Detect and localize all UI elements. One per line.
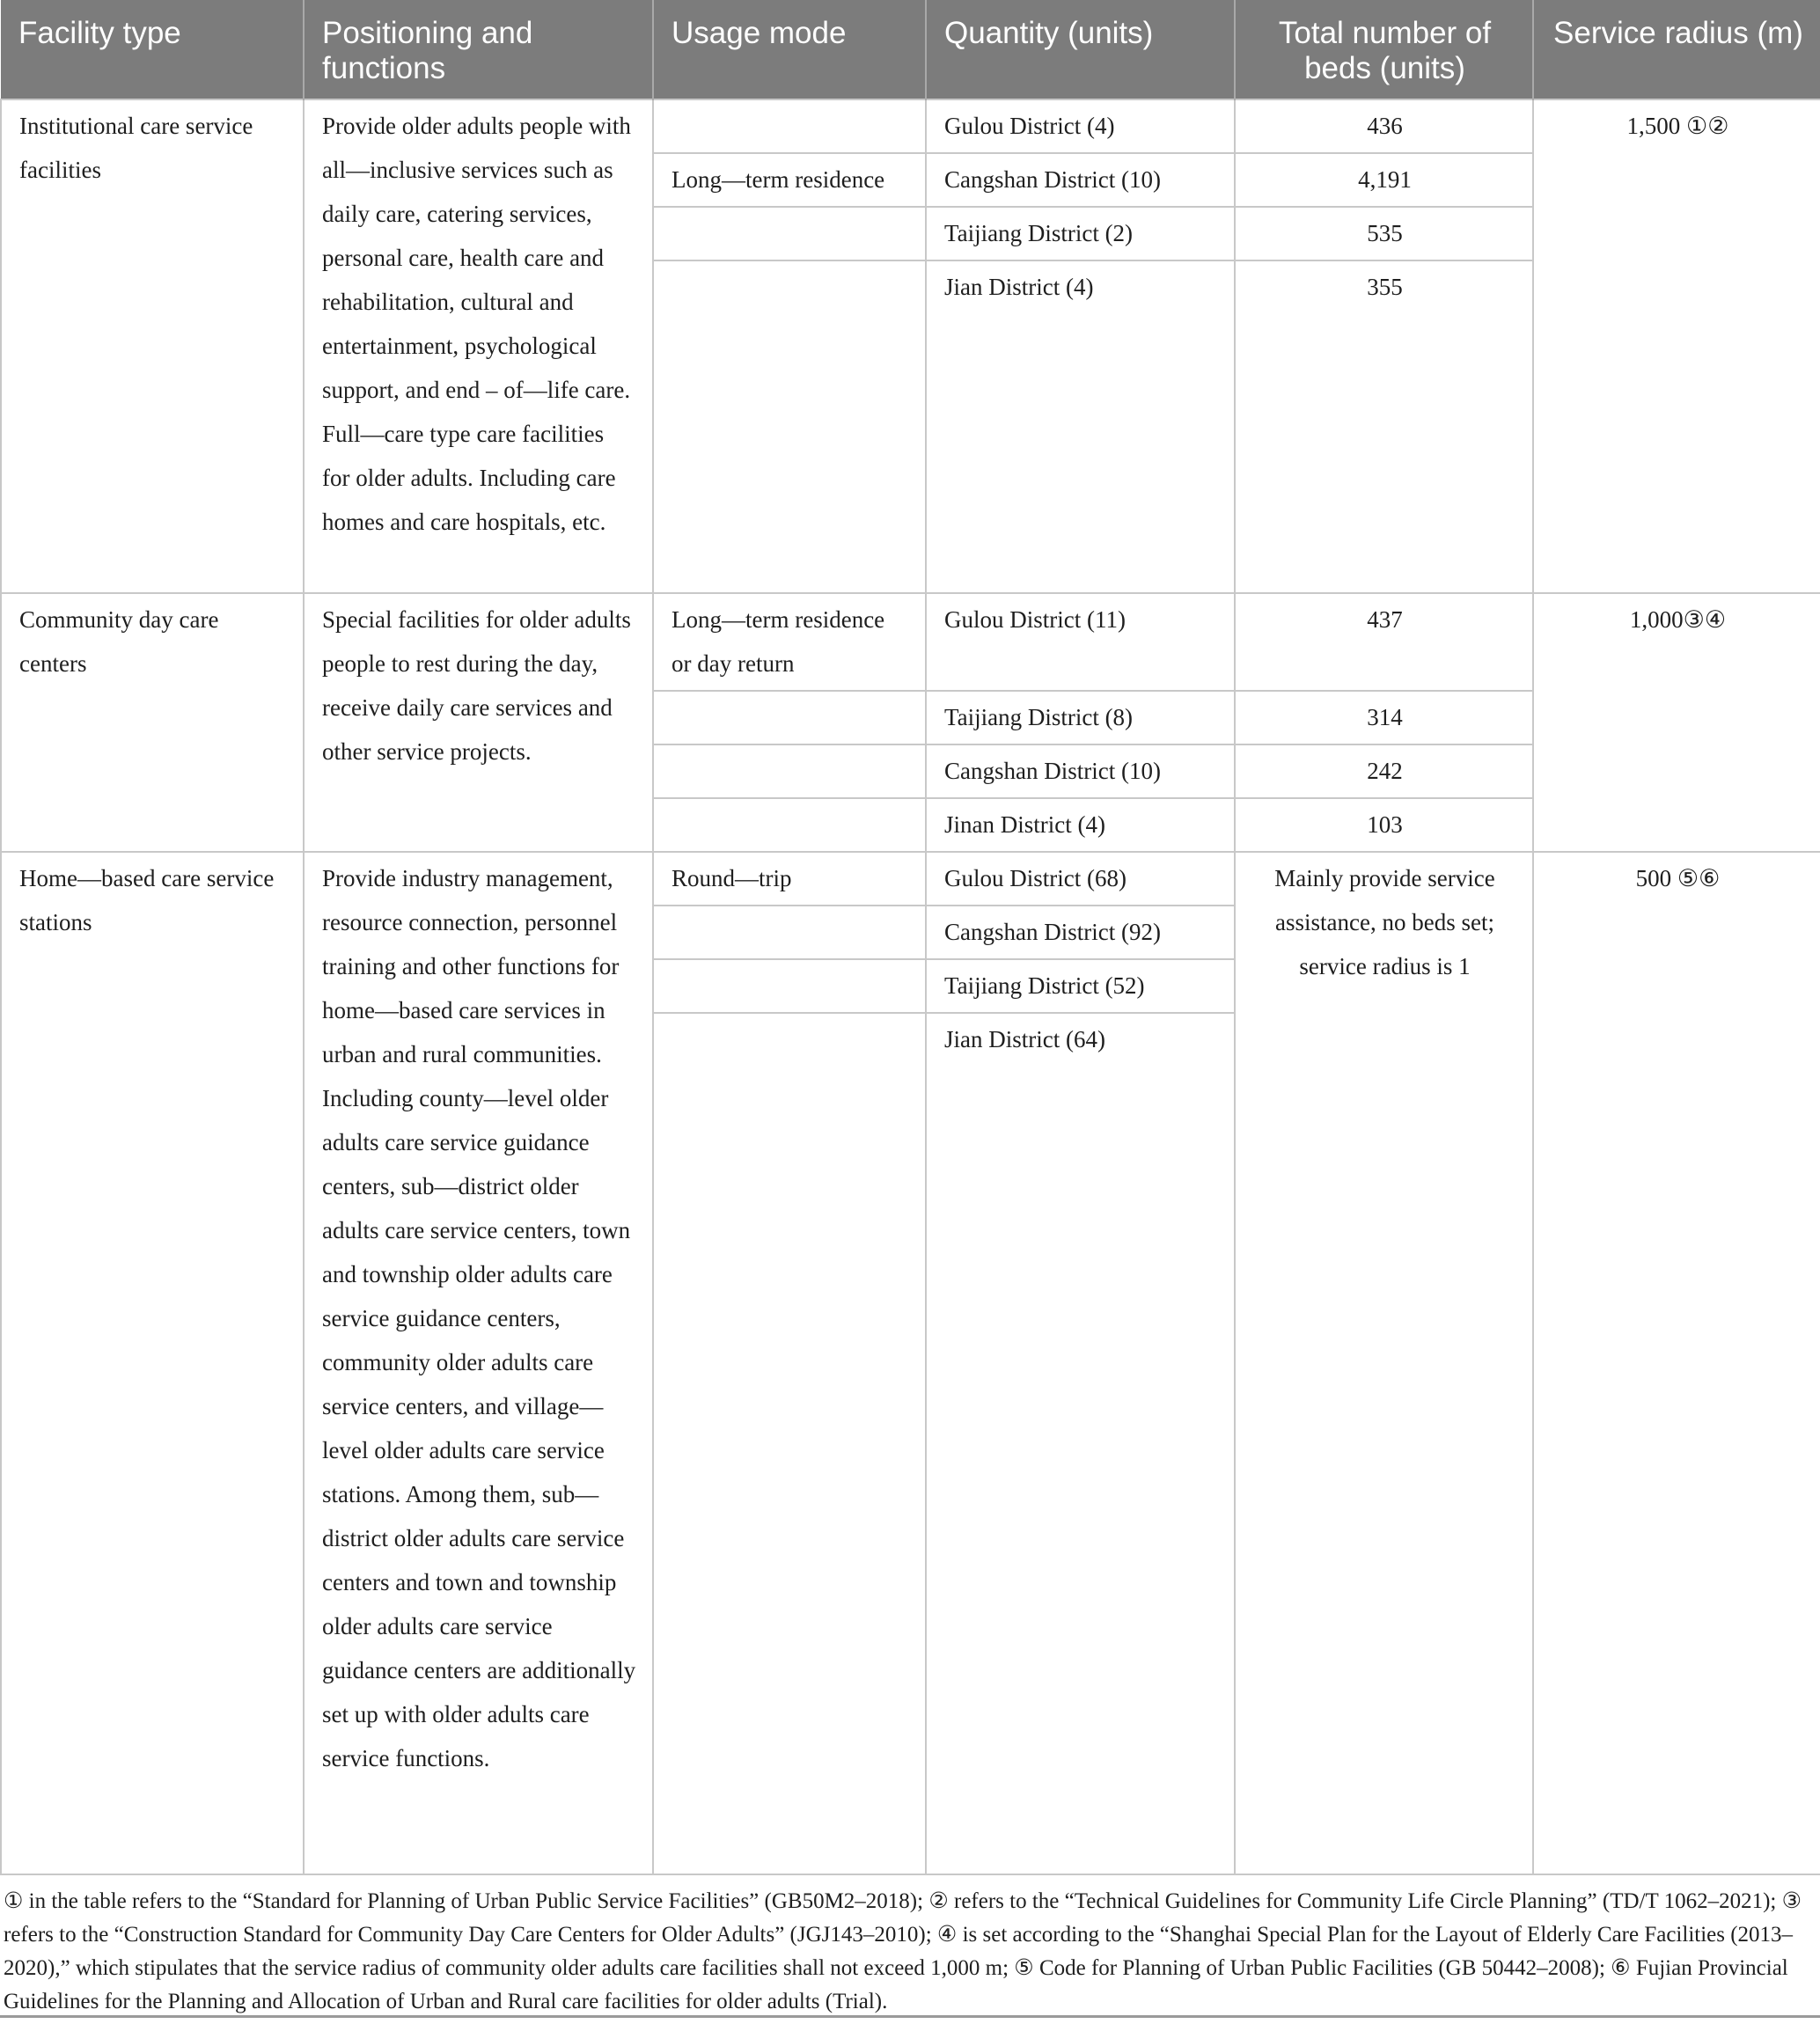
table-row bbox=[1, 852, 1820, 906]
facility-type-cell: Home—based care service stations bbox=[1, 852, 304, 1874]
radius-cell: 500 ⑤⑥ bbox=[1533, 852, 1820, 1874]
quantity-cell: Gulou District (68) bbox=[926, 852, 1235, 906]
beds-cell: 4,191 bbox=[1235, 153, 1533, 207]
functions-cell: Special facilities for older adults people to rest during the day, receive daily care services and other service projects. bbox=[304, 593, 653, 852]
usage-cell bbox=[653, 798, 926, 852]
table-header-row bbox=[1, 0, 1820, 99]
usage-cell bbox=[653, 744, 926, 798]
beds-cell: 436 bbox=[1235, 99, 1533, 153]
quantity-cell: Gulou District (11) bbox=[926, 593, 1235, 691]
table-footnote: ① in the table refers to the “Standard for Planning of Urban Public Service Facilities” (GB50M2–2018); ② refers to the “Technical Guidelines for Community Life Circle Planning” (TD/T 1062–2021); ③ refers to the “Construction Standard for Community Day Care Centers for Older Adults” (JGJ143–2010); ④ is set according to the “Shanghai Special Plan for the Layout of Elderly Care Facilities (2013–2020),” which stipulates that the service radius of community older adults care facilities shall not exceed 1,000 m; ⑤ Code for Planning of Urban Public Facilities (GB 50442–2008); ⑥ Fujian Provincial Guidelines for the Planning and Allocation of Urban and Rural care facilities for older adults (Trial). bbox=[4, 1889, 1802, 2013]
quantity-cell: Taijiang District (8) bbox=[926, 691, 1235, 744]
table-row bbox=[1, 593, 1820, 691]
beds-cell: 103 bbox=[1235, 798, 1533, 852]
usage-cell bbox=[653, 260, 926, 593]
beds-cell: 242 bbox=[1235, 744, 1533, 798]
usage-cell bbox=[653, 906, 926, 959]
beds-cell: 314 bbox=[1235, 691, 1533, 744]
quantity-cell: Jinan District (4) bbox=[926, 798, 1235, 852]
beds-cell: 535 bbox=[1235, 207, 1533, 260]
beds-cell: 437 bbox=[1235, 593, 1533, 691]
beds-cell: 355 bbox=[1235, 260, 1533, 593]
usage-cell: Long—term residence bbox=[653, 153, 926, 207]
radius-cell: 1,000③④ bbox=[1533, 593, 1820, 852]
quantity-cell: Jian District (4) bbox=[926, 260, 1235, 593]
quantity-cell: Cangshan District (92) bbox=[926, 906, 1235, 959]
radius-cell: 1,500 ①② bbox=[1533, 99, 1820, 593]
header-usage-mode: Usage mode bbox=[653, 0, 926, 99]
usage-cell: Round—trip bbox=[653, 852, 926, 906]
header-facility-type: Facility type bbox=[1, 0, 304, 99]
quantity-cell: Taijiang District (52) bbox=[926, 959, 1235, 1013]
header-total-beds: Total number of beds (units) bbox=[1235, 0, 1533, 99]
usage-cell bbox=[653, 207, 926, 260]
header-quantity: Quantity (units) bbox=[926, 0, 1235, 99]
functions-cell: Provide industry management, resource connection, personnel training and other functions for home—based care services in urban and rural communities. Including county—level older adults care service guidance centers, sub—district older adults care service centers, town and township older adults care service guidance centers, community older adults care service centers, and village—level older adults care service stations. Among them, sub—district older adults care service centers and town and township older adults care service guidance centers are additionally set up with older adults care service functions. bbox=[304, 852, 653, 1874]
quantity-cell: Cangshan District (10) bbox=[926, 744, 1235, 798]
header-positioning-functions: Positioning and functions bbox=[304, 0, 653, 99]
table-row bbox=[1, 99, 1820, 153]
usage-cell bbox=[653, 99, 926, 153]
usage-cell bbox=[653, 959, 926, 1013]
quantity-cell: Gulou District (4) bbox=[926, 99, 1235, 153]
usage-cell bbox=[653, 691, 926, 744]
quantity-cell: Cangshan District (10) bbox=[926, 153, 1235, 207]
usage-cell bbox=[653, 1013, 926, 1874]
quantity-cell: Jian District (64) bbox=[926, 1013, 1235, 1874]
facility-type-cell: Institutional care service facilities bbox=[1, 99, 304, 593]
bottom-rule bbox=[0, 2015, 1820, 2018]
header-service-radius: Service radius (m) bbox=[1533, 0, 1820, 99]
facility-type-cell: Community day care centers bbox=[1, 593, 304, 852]
quantity-cell: Taijiang District (2) bbox=[926, 207, 1235, 260]
beds-note-cell: Mainly provide service assistance, no beds set; service radius is 1 bbox=[1235, 852, 1533, 1874]
functions-cell: Provide older adults people with all—inclusive services such as daily care, catering services, personal care, health care and rehabilitation, cultural and entertainment, psychological support, and end – of—life care. Full—care type care facilities for older adults. Including care homes and care hospitals, etc. bbox=[304, 99, 653, 593]
usage-cell: Long—term residence or day return bbox=[653, 593, 926, 691]
